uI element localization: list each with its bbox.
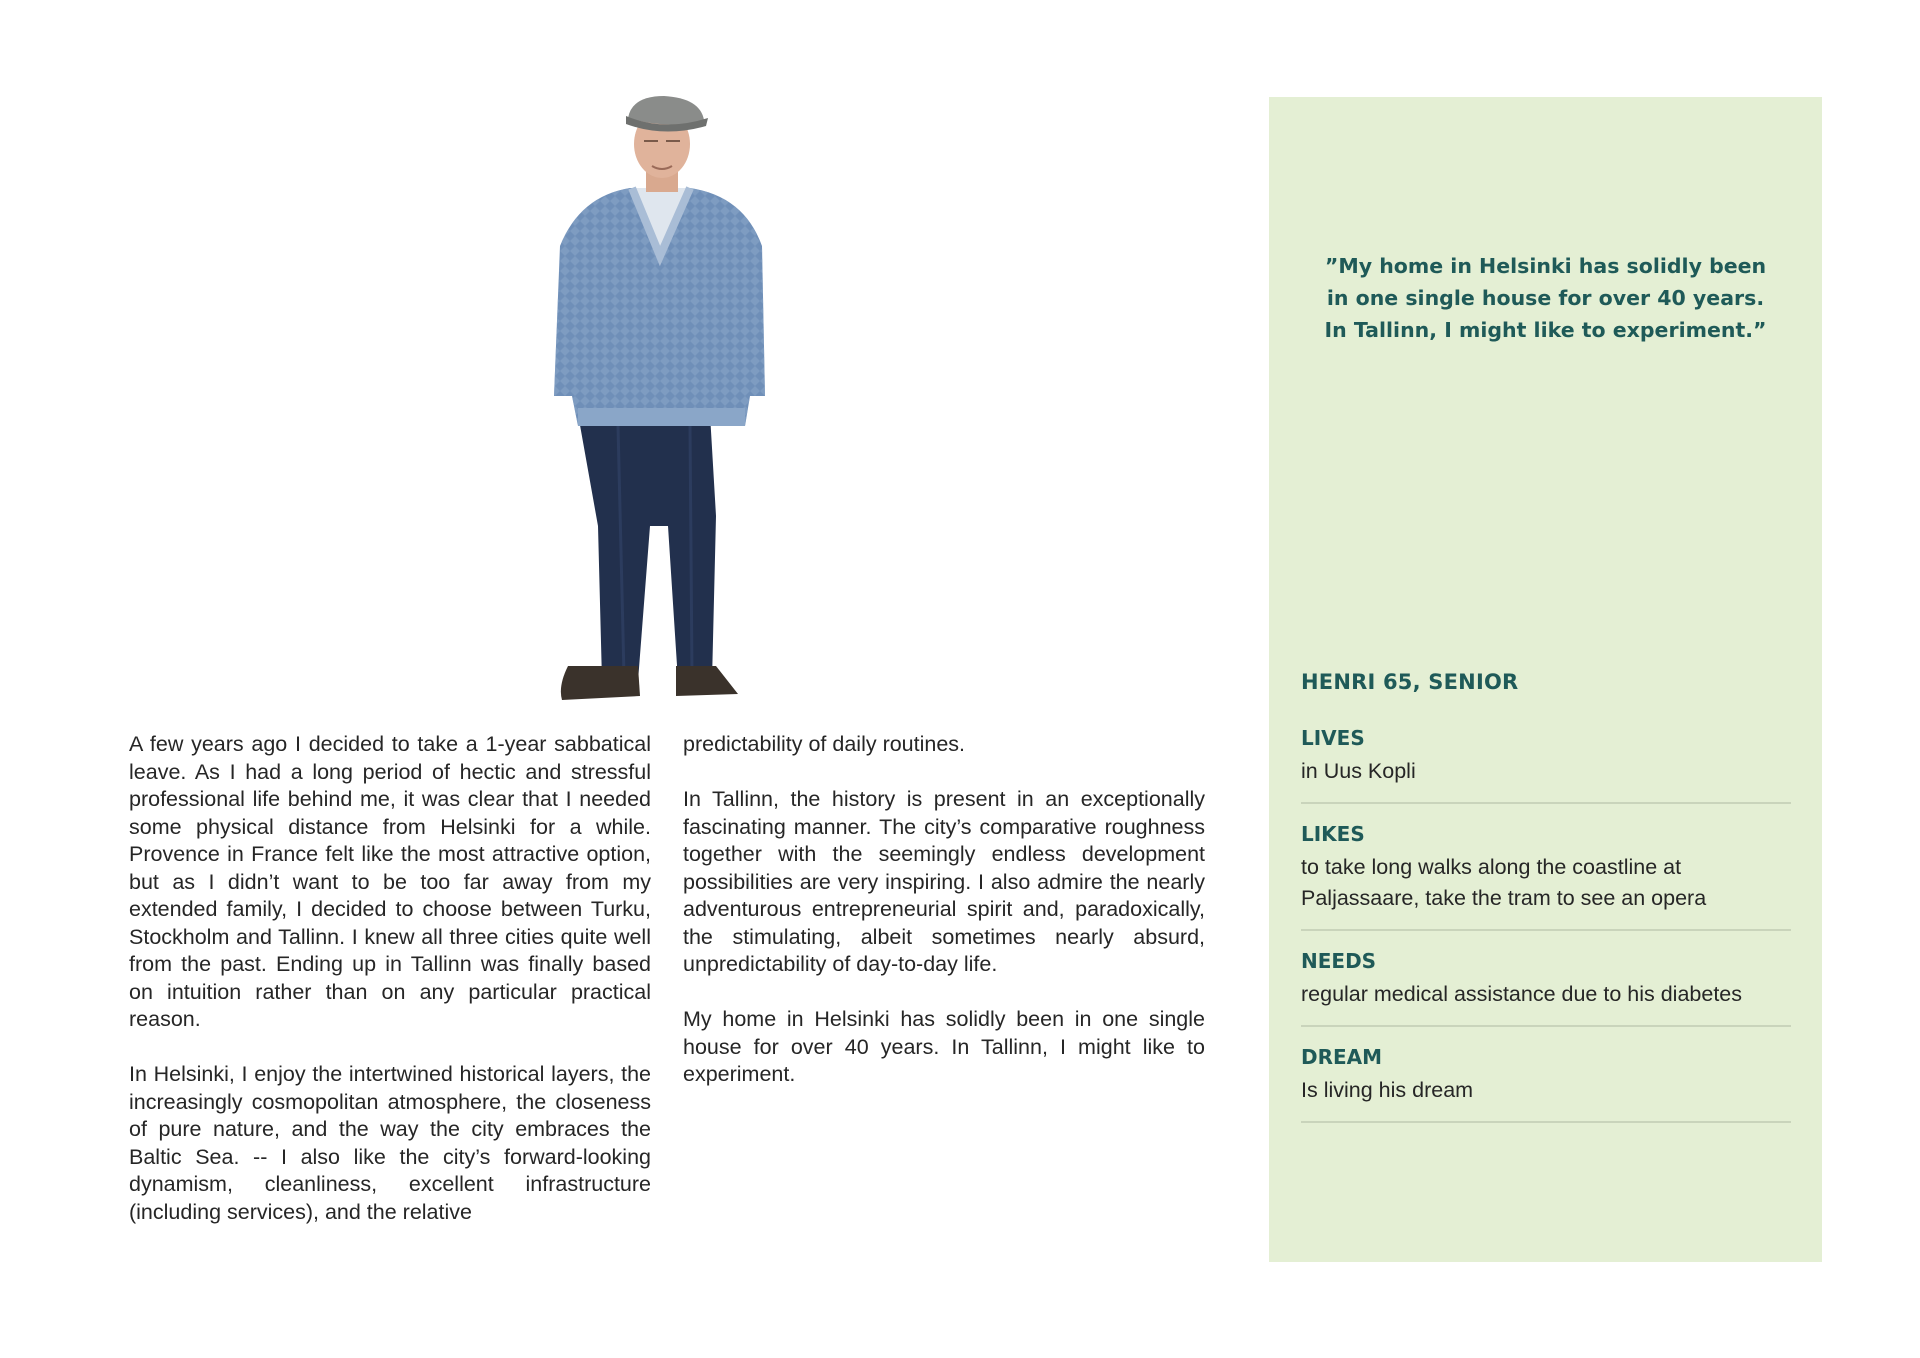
attribute-needs bbox=[1301, 949, 1791, 1027]
story-paragraph: predictability of daily routines. bbox=[683, 732, 966, 756]
attribute-label: LIVES bbox=[1301, 726, 1365, 750]
attribute-lives bbox=[1301, 726, 1791, 804]
story-column-left bbox=[129, 731, 651, 1254]
story-paragraph: In Tallinn, the history is present in an exceptionally fascinating manner. The city’s comparative roughness together with the seemingly endless development possibilities are very inspiring. I also admire the nearly adventurous entrepreneurial spirit and, paradoxically, the stimulating, albeit sometimes nearly absurd, unpredictability of day-to-day life. bbox=[683, 787, 1205, 976]
attribute-label: LIKES bbox=[1301, 822, 1365, 846]
persona-details bbox=[1301, 670, 1791, 1141]
story-paragraph: My home in Helsinki has solidly been in one single house for over 40 years. In Tallinn, I might like to experiment. bbox=[683, 1007, 1205, 1086]
person-photo bbox=[540, 96, 790, 706]
attribute-dream bbox=[1301, 1045, 1791, 1123]
story-paragraph: In Helsinki, I enjoy the intertwined historical layers, the increasingly cosmopolitan atmosphere, the closeness of pure nature, and the way the city embraces the Baltic Sea. -- I also like the city’s forward-looking dynamism, cleanliness, excellent infrastructure (including services), and the relative bbox=[129, 1062, 651, 1224]
attribute-value: to take long walks along the coastline at Paljassaare, take the tram to see an opera bbox=[1301, 855, 1707, 910]
persona-name: HENRI 65, SENIOR bbox=[1301, 670, 1519, 694]
persona-panel bbox=[1269, 97, 1822, 1262]
story-paragraph: A few years ago I decided to take a 1-year sabbatical leave. As I had a long period of hectic and stressful professional life behind me, it was clear that I needed some physical distance from Helsinki for a while. Provence in France felt like the most attractive option, but as I didn’t want to be too far away from my extended family, I decided to choose between Turku, Stockholm and Tallinn. I knew all three cities quite well from the past. Ending up in Tallinn was finally based on intuition rather than on any particular practical reason. bbox=[129, 732, 651, 1031]
attribute-value: in Uus Kopli bbox=[1301, 759, 1416, 783]
persona-quote: ”My home in Helsinki has solidly been in one single house for over 40 years. In Tallinn, I might like to experiment.” bbox=[1324, 254, 1767, 342]
attribute-label: NEEDS bbox=[1301, 949, 1377, 973]
attribute-value: regular medical assistance due to his diabetes bbox=[1301, 982, 1743, 1006]
story-column-right bbox=[683, 731, 1205, 1116]
attribute-value: Is living his dream bbox=[1301, 1078, 1474, 1102]
attribute-likes bbox=[1301, 822, 1791, 931]
person-illustration bbox=[540, 96, 790, 706]
attribute-label: DREAM bbox=[1301, 1045, 1383, 1069]
